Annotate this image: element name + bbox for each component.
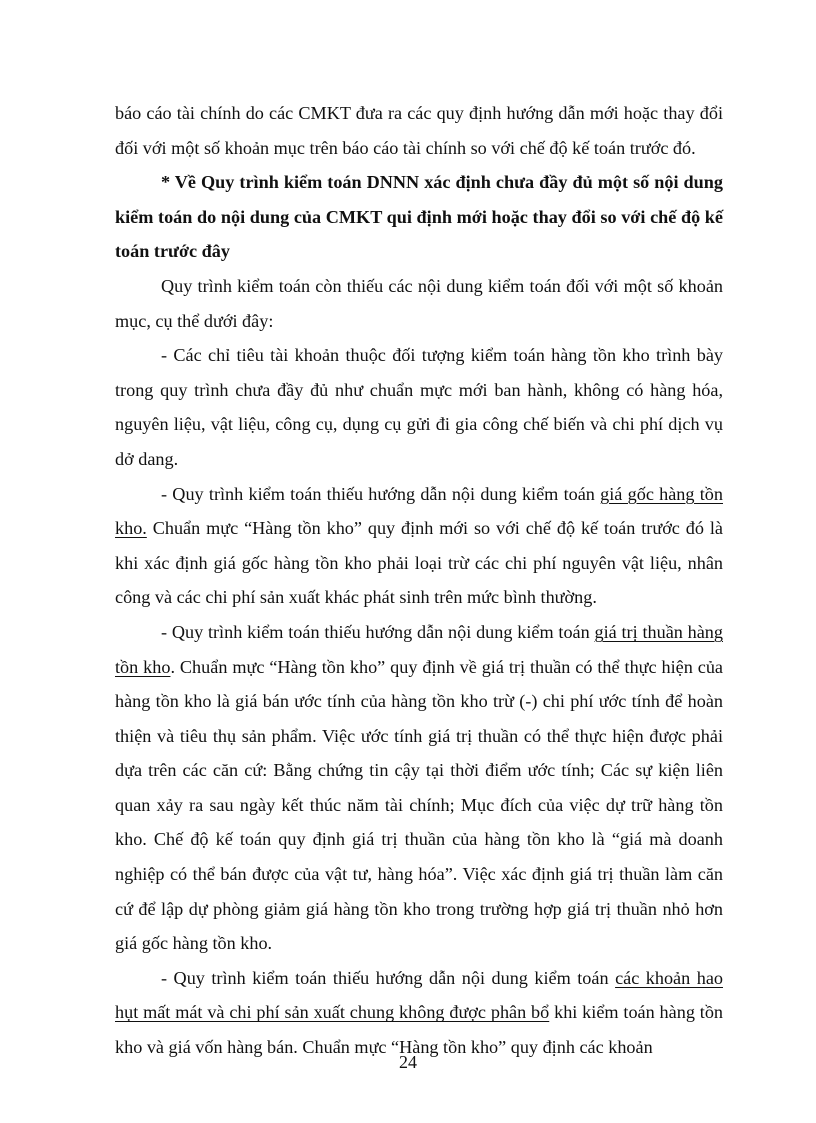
underlined-term: giá trị thuần hàng tồn kho: [115, 621, 723, 677]
underlined-term: giá gốc hàng tồn kho.: [115, 483, 723, 539]
bullet-original-cost: [115, 477, 723, 615]
paragraph-continuation: báo cáo tài chính do các CMKT đưa ra các quy định hướng dẫn mới hoặc thay đổi đối với một số khoản mục trên báo cáo tài chính so với chế độ kế toán trước đó.: [115, 103, 723, 158]
bullet-inventory-accounts: - Các chỉ tiêu tài khoản thuộc đối tượng kiểm toán hàng tồn kho trình bày trong quy trình chưa đầy đủ như chuẩn mực mới ban hành, không có hàng hóa, nguyên liệu, vật liệu, công cụ, dụng cụ gửi đi gia công chế biến và chi phí dịch vụ dở dang.: [115, 345, 723, 469]
bullet-text: Chuẩn mực “Hàng tồn kho” quy định mới so với chế độ kế toán trước đó là khi xác định giá gốc hàng tồn kho phải loại trừ các chi phí nguyên vật liệu, nhân công và các chi phí sản xuất khác phát sinh trên mức bình thường.: [115, 518, 723, 608]
bullet-net-realizable-value: [115, 615, 723, 961]
section-heading: * Về Quy trình kiểm toán DNNN xác định chưa đầy đủ một số nội dung kiểm toán do nội dung của CMKT qui định mới hoặc thay đổi so với chế độ kế toán trước đây: [115, 172, 723, 262]
bullet-text: . Chuẩn mực “Hàng tồn kho” quy định về giá trị thuần có thể thực hiện của hàng tồn kho là giá bán ước tính của hàng tồn kho trừ (-) chi phí ước tính để hoàn thiện và tiêu thụ sản phẩm. Việc ước tính giá trị thuần có thể thực hiện được phải dựa trên các căn cứ: Bằng chứng tin cậy tại thời điểm ước tính; Các sự kiện liên quan xảy ra sau ngày kết thúc năm tài chính; Mục đích của việc dự trữ hàng tồn kho. Chế độ kế toán quy định giá trị thuần của hàng tồn kho là “giá mà doanh nghiệp có thể bán được của vật tư, hàng hóa”. Việc xác định giá trị thuần làm căn cứ để lập dự phòng giảm giá hàng tồn kho trong trường hợp giá trị thuần nhỏ hơn giá gốc hàng tồn kho.: [115, 656, 723, 954]
bullet-text: khi kiểm toán hàng tồn kho và giá vốn hàng bán. Chuẩn mực “Hàng tồn kho” quy định các khoản: [115, 1002, 724, 1058]
document-body: [115, 96, 723, 1065]
bullet-text: - Quy trình kiểm toán thiếu hướng dẫn nội dung kiểm toán: [161, 621, 595, 642]
bullet-text: - Quy trình kiểm toán thiếu hướng dẫn nội dung kiểm toán: [161, 483, 601, 504]
paragraph-intro: Quy trình kiểm toán còn thiếu các nội dung kiểm toán đối với một số khoản mục, cụ thể dưới đây:: [115, 275, 723, 331]
underlined-term: các khoản hao hụt mất mát và chi phí sản xuất chung không được phân bổ: [115, 967, 723, 1023]
bullet-text: - Quy trình kiểm toán thiếu hướng dẫn nội dung kiểm toán: [161, 967, 616, 988]
page-number: 24: [399, 1052, 417, 1072]
